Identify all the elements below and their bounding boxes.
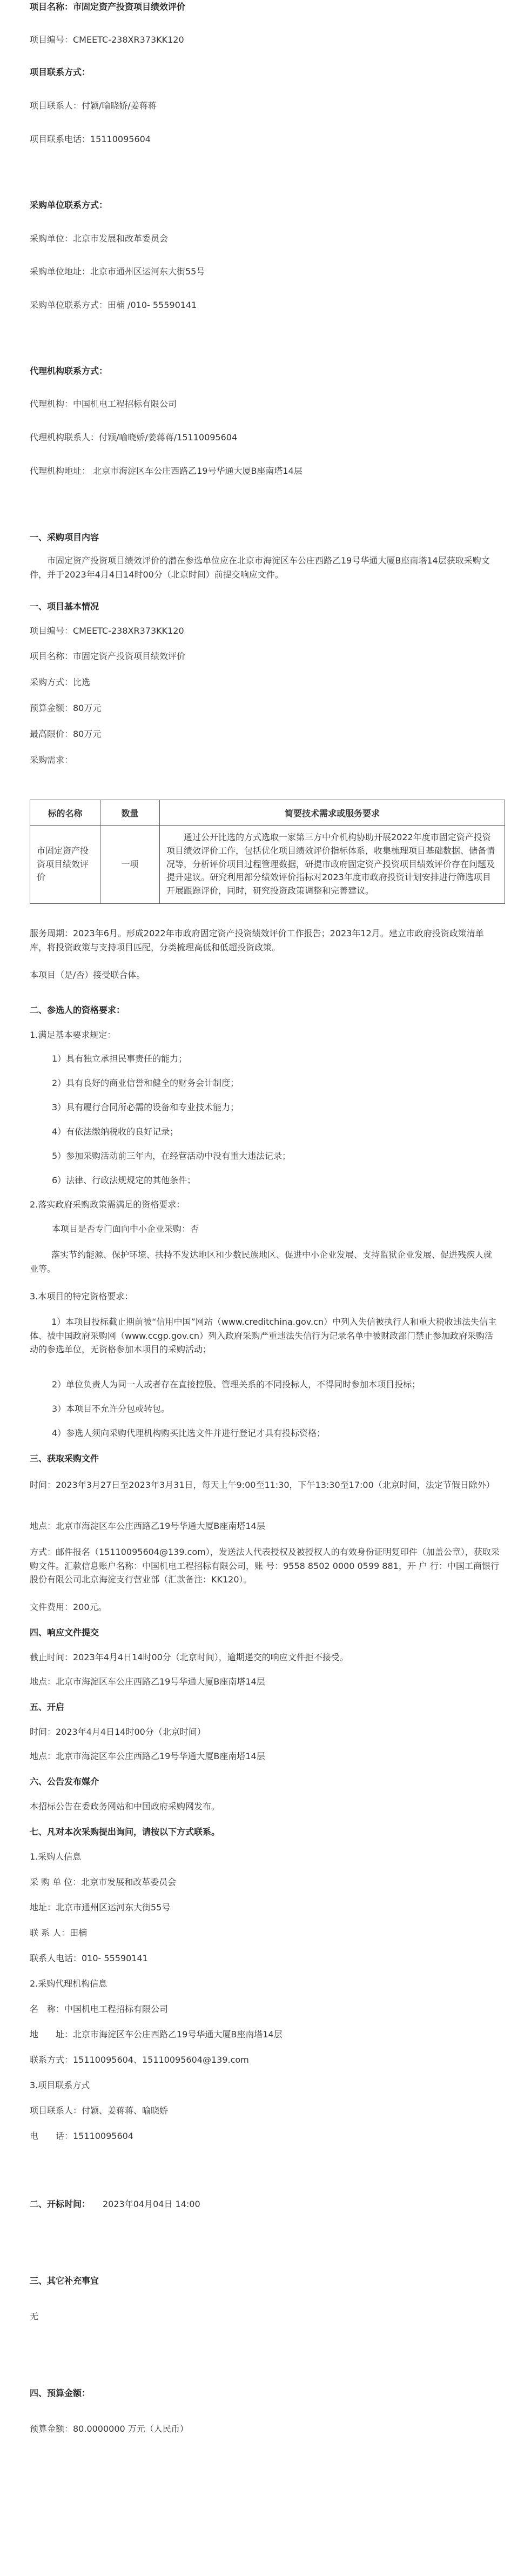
section1-heading: 一、采购项目内容 (30, 532, 99, 542)
agency-info-phone: 联系方式：15110095604、15110095604@139.com (30, 2055, 249, 2065)
agency-info-label: 2.采购代理机构信息 (30, 1978, 107, 1989)
service-period: 服务周期：2023年6月。形成2022年市政府固定资产投资绩效评价工作报告；2023年12月。建立市政府投资政策清单库，将投资政策与支持项目匹配，分类梳理高低和低超投资政策。 (30, 928, 484, 952)
basic-demand-label: 采购需求： (30, 755, 73, 765)
project-number: 项目编号：CMEETC-238XR373KK120 (30, 35, 184, 45)
contact-heading: 项目联系方式： (30, 67, 91, 77)
agency-info-address: 地 址：北京市海淀区车公庄西路乙19号华通大厦B座南塔14层 (30, 2029, 283, 2040)
qual-specific-1: 1）本项目投标截止期前被“信用中国”网站（www.creditchina.gov.cn）中列入失信被执行人和重大税收违法失信主体、被中国政府采购网（www.ccgp.gov.cn）列入政府采购严重违法失信行为记录名单中被财政部门禁止参加政府采购活动的参选单位，无资格参加本项目的采购活动； (30, 1317, 496, 1355)
qual-item: 5）参加采购活动前三年内，在经营活动中没有重大违法记录； (52, 1151, 291, 1161)
section5-heading: 五、开启 (30, 1702, 65, 1712)
submit-deadline: 截止时间：2023年4月4日14时00分（北京时间），逾期递交的响应文件拒不接受。 (30, 1652, 348, 1662)
opening-time-heading: 二、开标时间： (30, 2199, 91, 2209)
requirements-table (30, 800, 505, 904)
budget-heading: 四、预算金额： (30, 2388, 91, 2398)
table-header-cell: 数量 (100, 800, 160, 826)
other-matters-value: 无 (30, 2311, 39, 2322)
table-cell-desc: 通过公开比选的方式选取一家第三方中介机构协助开展2022年度市固定资产投资项目绩效评价工作，包括优化项目绩效评价指标体系，收集梳理项目基础数据、储备情况等，分析评价项目过程管理数据，研提市政府固定资产投资项目绩效评价存在问题及提升建议。研究利用部分绩效评价指标对2023年度市政府投资计划安排进行筛选项目开展跟踪评价，同时，研究投资政策调整和完善建议。 (160, 826, 505, 904)
qual-item: 1）具有独立承担民事责任的能力； (52, 1054, 187, 1064)
basic-project-name: 项目名称：市固定资产投资项目绩效评价 (30, 651, 186, 661)
section4-heading: 四、响应文件提交 (30, 1627, 99, 1638)
purchaser-heading: 采购单位联系方式： (30, 200, 108, 210)
basic-method: 采购方式：比选 (30, 677, 91, 687)
section2-heading: 二、参选人的资格要求： (30, 1005, 125, 1015)
agency-contact: 代理机构联系人：付颖/喻晓娇/姜蒋蒋/15110095604 (30, 432, 238, 442)
section7-heading: 七、凡对本次采购提出询问，请按以下方式联系。 (30, 1827, 220, 1837)
project-contact-phone: 电 话：15110095604 (30, 2131, 133, 2141)
section1-paragraph: 市固定资产投资项目绩效评价的潜在参选单位应在北京市海淀区车公庄西路乙19号华通大厦B座南塔14层获取采购文件，并于2023年4月4日14时00分（北京时间）前提交响应文件。 (30, 555, 490, 580)
basic-project-number: 项目编号：CMEETC-238XR373KK120 (30, 626, 184, 636)
submit-place: 地点：北京市海淀区车公庄西路乙19号华通大厦B座南塔14层 (30, 1676, 265, 1687)
opening-place: 地点：北京市海淀区车公庄西路乙19号华通大厦B座南塔14层 (30, 1751, 265, 1761)
section6-heading: 六、公告发布媒介 (30, 1776, 99, 1787)
qual-item: 3）具有履行合同所必需的设备和专业技术能力； (52, 1102, 239, 1112)
purchaser-info-phone: 联系人电话：010- 55590141 (30, 1953, 148, 1963)
purchaser-unit: 采购单位：北京市发展和改革委员会 (30, 233, 169, 244)
project-name: 项目名称：市固定资产投资项目绩效评价 (30, 2, 186, 12)
obtain-price: 文件费用：200元。 (30, 1602, 107, 1612)
obtain-place: 地点：北京市海淀区车公庄西路乙19号华通大厦B座南塔14层 (30, 1521, 265, 1531)
project-contact-person: 项目联系人：付颖、姜蒋蒋、喻晓娇 (30, 2105, 169, 2116)
opening-time: 时间：2023年4月4日14时00分（北京时间） (30, 1727, 206, 1737)
table-header-cell: 标的名称 (30, 800, 100, 826)
purchaser-info-contact: 联 系 人：田楠 (30, 1928, 88, 1938)
purchaser-info-address: 地址：北京市通州区运河东大街55号 (30, 1902, 171, 1913)
qual-specific-2: 2）单位负责人为同一人或者存在直接控股、管理关系的不同投标人，不得同时参加本项目投标； (52, 1379, 421, 1390)
budget-value: 预算金额：80.0000000 万元（人民币） (30, 2424, 189, 2434)
qual-policy-text: 落实节约能源、保护环境、扶持不发达地区和少数民族地区、促进中小企业发展、支持监狱企业发展、促进残疾人就业等。 (30, 1250, 493, 1274)
basic-info-heading: 一、项目基本情况 (30, 601, 99, 612)
agency-name: 代理机构：中国机电工程招标有限公司 (30, 399, 177, 409)
joint-venture: 本项目（是/否）接受联合体。 (30, 970, 145, 980)
table-cell-qty: 一项 (100, 826, 160, 904)
qual-basic-label: 1.满足基本要求规定： (30, 1030, 116, 1040)
qual-specific-3: 3）本项目不允许分包或转包。 (52, 1404, 170, 1414)
opening-time-value: 2023年04月04日 14:00 (103, 2199, 200, 2209)
purchaser-info-label: 1.采购人信息 (30, 1852, 82, 1862)
table-header-row (30, 800, 505, 826)
table-row (30, 826, 505, 904)
qual-specific-label: 3.本项目的特定资格要求： (30, 1291, 133, 1302)
agency-heading: 代理机构联系方式： (30, 366, 108, 376)
qual-policy-sme: 本项目是否专门面向中小企业采购：否 (52, 1224, 199, 1234)
obtain-time: 时间：2023年3月27日至2023年3月31日，每天上午9:00至11:30，下午13:30至17:00（北京时间，法定节假日除外） (30, 1480, 495, 1490)
qual-item: 4）有依法缴纳税收的良好记录； (52, 1126, 179, 1137)
agency-address: 代理机构地址： 北京市海淀区车公庄西路乙19号华通大厦B座南塔14层 (30, 466, 303, 476)
section3-heading: 三、获取采购文件 (30, 1453, 99, 1464)
table-cell-name: 市固定资产投资项目绩效评价 (30, 826, 100, 904)
contact-phone: 项目联系电话：15110095604 (30, 134, 151, 144)
contact-person: 项目联系人：付颖/喻晓娇/姜蒋蒋 (30, 100, 157, 111)
purchaser-phone: 采购单位联系方式：田楠 /010- 55590141 (30, 300, 197, 310)
qual-specific-4: 4）参选人须向采购代理机构购买比选文件并进行登记才具有投标资格； (52, 1428, 326, 1438)
purchaser-info-name: 采 购 单 位：北京市发展和改革委员会 (30, 1877, 177, 1887)
qual-item: 6）法律、行政法规规定的其他条件； (52, 1175, 196, 1185)
obtain-method: 方式：邮件报名（15110095604@139.com），发送法人代表授权及被授权人的有效身份证明复印件（加盖公章），获取采购文件。汇款信息账户名称：中国机电工程招标有限公司，账 号：9558 8502 0000 0599 881，开 户 行：中国工商银行股份有限公司北京海淀支行营业部（汇款备注：KK120）。 (30, 1547, 500, 1585)
project-contact-label: 3.项目联系方式 (30, 2080, 90, 2090)
basic-max-price: 最高限价：80万元 (30, 729, 102, 739)
other-matters-heading: 三、其它补充事宜 (30, 2276, 99, 2286)
agency-info-name: 名 称：中国机电工程招标有限公司 (30, 2004, 169, 2014)
qual-policy-label: 2.落实政府采购政策需满足的资格要求： (30, 1199, 185, 1210)
table-header-cell: 简要技术需求或服务要求 (160, 800, 505, 826)
basic-budget: 预算金额：80万元 (30, 703, 102, 713)
media-text: 本招标公告在委政务网站和中国政府采购网发布。 (30, 1801, 220, 1812)
qual-item: 2）具有良好的商业信誉和健全的财务会计制度； (52, 1078, 239, 1088)
purchaser-address: 采购单位地址：北京市通州区运河东大街55号 (30, 266, 205, 277)
